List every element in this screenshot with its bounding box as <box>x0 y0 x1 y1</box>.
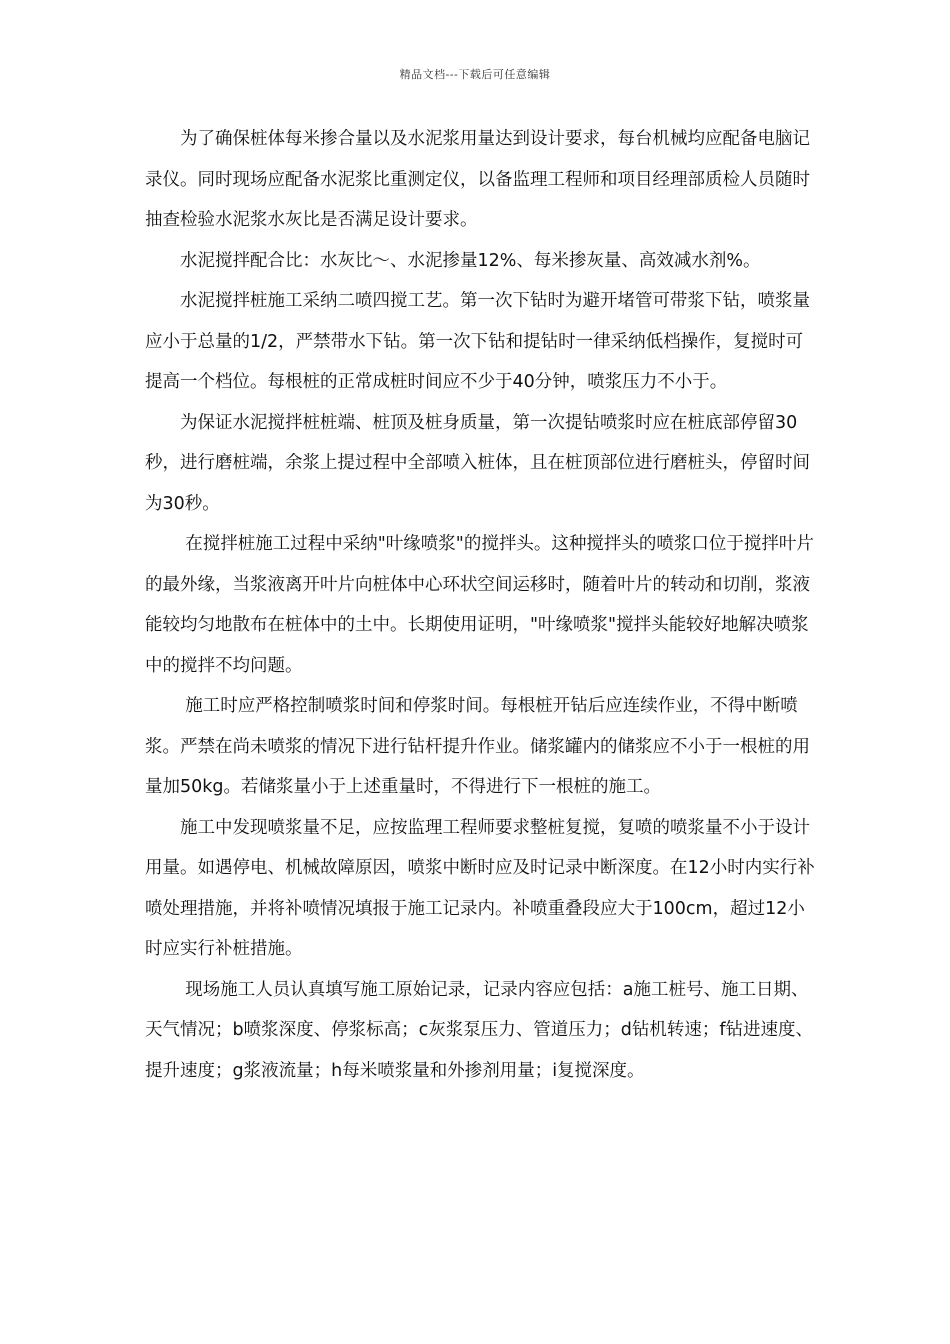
document-body <box>145 119 815 1091</box>
paragraph-mix-ratio: 水泥搅拌配合比：水灰比～、水泥掺量12%、每米掺灰量、高效减水剂%。 <box>180 250 761 271</box>
paragraph-mixing-head: 在搅拌桩施工过程中采纳"叶缘喷浆"的搅拌头。这种搅拌头的喷浆口位于搅拌叶片的最外缘，当浆液离开叶片向桩体中心环状空间运移时，随着叶片的转动和切削，浆液能较均匀地散布在桩体中的土中。长期使用证明，"叶缘喷浆"搅拌头能较好地解决喷浆中的搅拌不均问题。 <box>145 534 814 676</box>
paragraph-construction-records: 现场施工人员认真填写施工原始记录，记录内容应包括：a施工桩号、施工日期、天气情况；b喷浆深度、停浆标高；c灰浆泵压力、管道压力；d钻机转速；f钻进速度、提升速度；g浆液流量；h每米喷浆量和外掺剂用量；i复搅深度。 <box>145 979 813 1081</box>
paragraph-insufficient-spray: 施工中发现喷浆量不足，应按监理工程师要求整桩复搅，复喷的喷浆量不小于设计用量。如遇停电、机械故障原因，喷浆中断时应及时记录中断深度。在12小时内实行补喷处理措施，并将补喷情况填报于施工记录内。补喷重叠段应大于100cm，超过12小时应实行补桩措施。 <box>145 817 815 959</box>
page-header: 精品文档---下载后可任意编辑 <box>399 68 551 81</box>
paragraph-spray-timing: 施工时应严格控制喷浆时间和停浆时间。每根桩开钻后应连续作业，不得中断喷浆。严禁在尚未喷浆的情况下进行钻杆提升作业。储浆罐内的储浆应不小于一根桩的用量加50kg。若储浆量小于上述重量时，不得进行下一根桩的施工。 <box>145 696 810 797</box>
paragraph-spray-process: 水泥搅拌桩施工采纳二喷四搅工艺。第一次下钻时为避开堵管可带浆下钻，喷浆量应小于总量的1/2，严禁带水下钻。第一次下钻和提钻时一律采纳低档操作，复搅时可提高一个档位。每根桩的正常成桩时间应不少于40分钟，喷浆压力不小于。 <box>145 291 810 392</box>
paragraph-pile-quality: 为保证水泥搅拌桩桩端、桩顶及桩身质量，第一次提钻喷浆时应在桩底部停留30秒，进行磨桩端，余浆上提过程中全部喷入桩体，且在桩顶部位进行磨桩头，停留时间为30秒。 <box>145 412 810 514</box>
paragraph-mixing-quantity: 为了确保桩体每米掺合量以及水泥浆用量达到设计要求，每台机械均应配备电脑记录仪。同时现场应配备水泥浆比重测定仪，以备监理工程师和项目经理部质检人员随时抽查检验水泥浆水灰比是否满足设计要求。 <box>145 129 810 230</box>
